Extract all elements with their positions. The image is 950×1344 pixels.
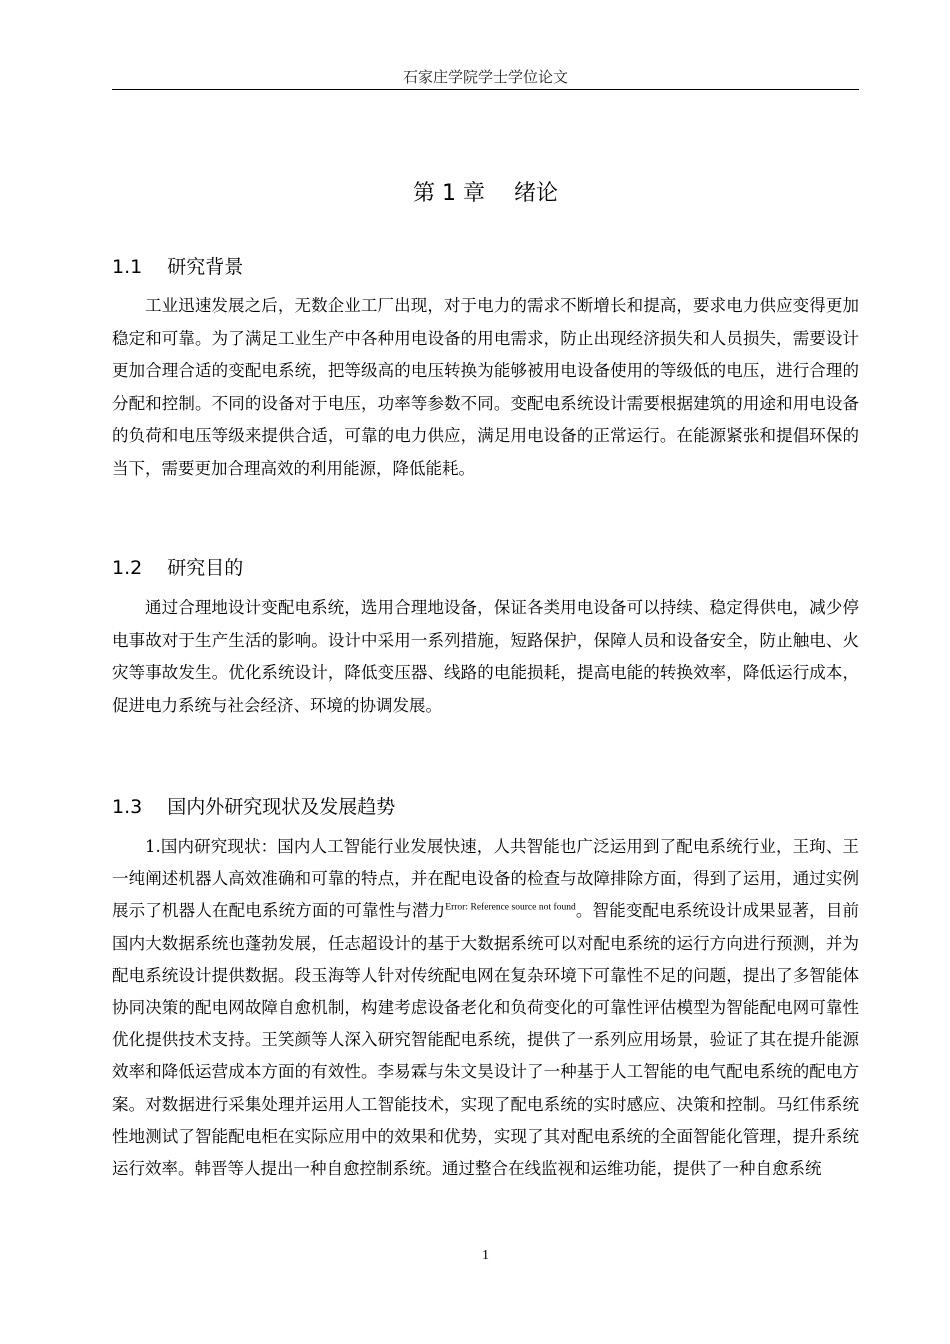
page-number: 1: [482, 1248, 489, 1263]
section-heading-1-1: 1.1 研究背景: [112, 256, 244, 278]
section-heading-1-2: 1.2 研究目的: [112, 557, 244, 579]
running-header: 石家庄学院学士学位论文: [112, 66, 859, 90]
paragraph-text-part-2: 。智能变配电系统设计成果显著，目前国内大数据系统也蓬勃发展，任志超设计的基于大数据系统可以对配电系统的运行方向进行预测，并为配电系统设计提供数据。段玉海等人针对传统配电网在复杂环境下可靠性不足的问题，提出了多智能体协同决策的配电网故障自愈机制，构建考虑设备老化和负荷变化的可靠性评估模型为智能配电网可靠性优化提供技术支持。王笑颜等人深入研究智能配电系统，提供了一系列应用场景，验证了其在提升能源效率和降低运营成本方面的有效性。李易霖与朱文昊设计了一种基于人工智能的电气配电系统的配电方案。对数据进行采集处理并运用人工智能技术，实现了配电系统的实时感应、决策和控制。马红伟系统性地测试了智能配电柜在实际应用中的效果和优势，实现了其对配电系统的全面智能化管理，提升系统运行效率。韩晋等人提出一种自愈控制系统。通过整合在线监视和运维功能，提供了一种自愈系统: [112, 901, 860, 1179]
paragraph-text-part-1: 1.国内研究现状：国内人工智能行业发展快速，人共智能也广泛运用到了配电系统行业，王珣、王一纯阐述机器人高效准确和可靠的特点，并在配电设备的检查与故障排除方面，得到了运用，通过实例展示了机器人在配电系统方面的可靠性与潜力: [112, 837, 859, 921]
paragraph-domestic-research-status: [112, 831, 859, 1185]
reference-error-marker: Error: Reference source not found: [445, 902, 576, 913]
section-heading-1-3: 1.3 国内外研究现状及发展趋势: [112, 796, 396, 818]
chapter-title: 第 1 章 绪论: [413, 181, 558, 206]
paragraph-research-background: 工业迅速发展之后，无数企业工厂出现，对于电力的需求不断增长和提高，要求电力供应变得更加稳定和可靠。为了满足工业生产中各种用电设备的用电需求，防止出现经济损失和人员损失，需要设计更加合理合适的变配电系统，把等级高的电压转换为能够被用电设备使用的等级低的电压，进行合理的分配和控制。不同的设备对于电压，功率等参数不同。变配电系统设计需要根据建筑的用途和用电设备的负荷和电压等级来提供合适，可靠的电力供应，满足用电设备的正常运行。在能源紧张和提倡环保的当下，需要更加合理高效的利用能源，降低能耗。: [112, 296, 859, 478]
paragraph-research-purpose: 通过合理地设计变配电系统，选用合理地设备，保证各类用电设备可以持续、稳定得供电，减少停电事故对于生产生活的影响。设计中采用一系列措施，短路保护，保障人员和设备安全，防止触电、火灾等事故发生。优化系统设计，降低变压器、线路的电能损耗，提高电能的转换效率，降低运行成本，促进电力系统与社会经济、环境的协调发展。: [112, 598, 859, 715]
